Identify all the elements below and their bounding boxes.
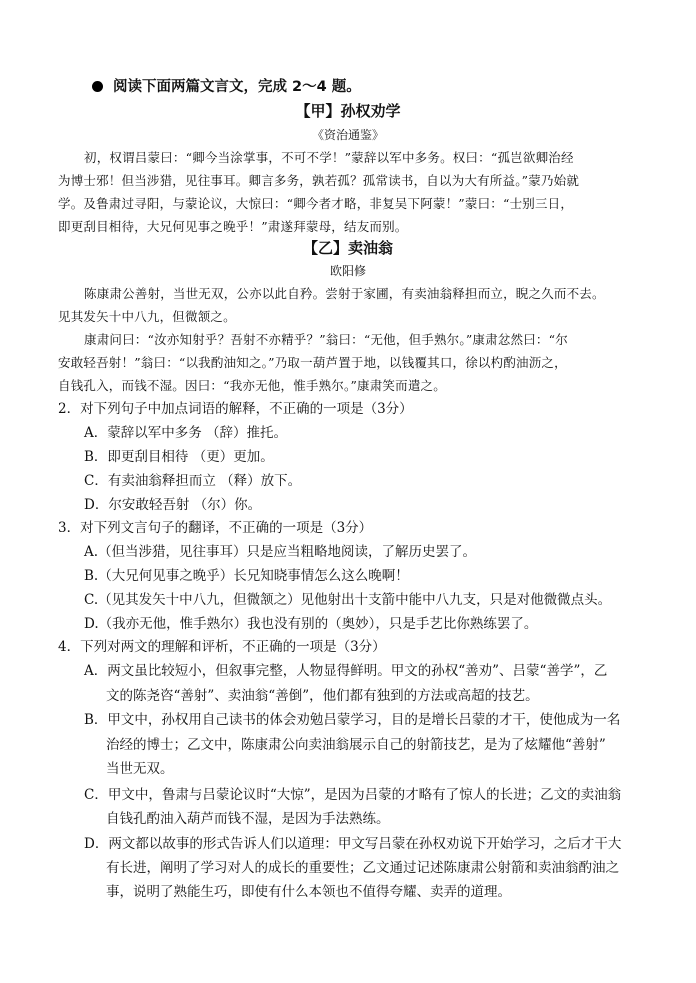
passage-b-line: 康肃问曰：“汝亦知射乎？吾射不亦精乎？”翁曰：“无他，但手熟尔。”康肃忿然曰：“尔 <box>84 332 568 347</box>
passage-a-title: 【甲】孙权劝学 <box>295 102 401 120</box>
question-4-option-b: 当世无双。 <box>106 761 174 777</box>
passage-b-title: 【乙】卖油翁 <box>302 239 393 257</box>
question-3-option-c: C.（见其发矢十中八九，但微颔之）见他射出十支箭中能中八九支，只是对他微微点头。 <box>84 592 612 608</box>
question-4-option-b: B．甲文中，孙权用自己读书的体会劝勉吕蒙学习，目的是增长吕蒙的才干，使他成为一名 <box>84 712 621 728</box>
question-4-option-b: 治经的博士；乙文中，陈康肃公向卖油翁展示自己的射箭技艺，是为了炫耀他“善射” <box>106 737 606 753</box>
instruction-line <box>92 77 361 97</box>
passage-a-line: 即更刮目相待，大兄何见事之晚乎！”肃遂拜蒙母，结友而别。 <box>58 219 408 234</box>
question-4-option-d: 有长进，阐明了学习对人的成长的重要性；乙文通过记述陈康肃公射箭和卖油翁酌油之 <box>106 860 619 876</box>
passage-b-line: 见其发矢十中八九，但微颔之。 <box>58 309 236 324</box>
question-3-option-d: D.（我亦无他，惟手熟尔）我也没有别的（奥妙），只是手艺比你熟练罢了。 <box>84 616 538 632</box>
passage-a-line: 初，权谓吕蒙曰：“卿今当涂掌事，不可不学！”蒙辞以军中多务。权曰：“孤岂欲卿治经 <box>84 150 574 165</box>
passage-a-line: 为博士邪！但当涉猎，见往事耳。卿言多务，孰若孤？孤常读书，自以为大有所益。”蒙乃始就 <box>58 173 580 188</box>
question-4-option-d: D．两文都以故事的形式告诉人们以道理：甲文写吕蒙在孙权劝说下开始学习，之后才干大 <box>84 836 622 852</box>
question-2-option-c: C．有卖油翁释担而立 （释）放下。 <box>84 473 302 489</box>
question-4-option-c: 自钱孔酌油入葫芦而钱不湿，是因为手法熟练。 <box>106 811 390 827</box>
question-3-stem: 3．对下列文言句子的翻译，不正确的一项是（3分） <box>58 520 373 536</box>
question-4-stem: 4．下列对两文的理解和评析，不正确的一项是（3分） <box>58 639 386 655</box>
question-3-option-a: A.（但当涉猎，见往事耳）只是应当粗略地阅读，了解历史罢了。 <box>84 544 477 560</box>
passage-a-source: 《资治通鉴》 <box>311 128 384 142</box>
question-4-option-a: 文的陈尧咨“善射”、卖油翁“善倒”，他们都有独到的方法或高超的技艺。 <box>106 688 539 704</box>
passage-b-author: 欧阳修 <box>329 264 366 278</box>
passage-b-line: 陈康肃公善射，当世无双，公亦以此自矜。尝射于家圃，有卖油翁释担而立，睨之久而不去。 <box>84 286 605 301</box>
passage-b-line: 自钱孔入，而钱不湿。因曰：“我亦无他，惟手熟尔。”康肃笑而遣之。 <box>58 378 446 393</box>
instruction-text: 阅读下面两篇文言文，完成 2～4 题。 <box>113 79 361 95</box>
question-2-option-d: D．尔安敢轻吾射 （尔）你。 <box>84 497 262 513</box>
question-4-option-d: 事，说明了熟能生巧，即使有什么本领也不值得夸耀、卖弄的道理。 <box>106 884 511 900</box>
question-4-option-a: A．两文虽比较短小，但叙事完整，人物显得鲜明。甲文的孙权“善劝”、吕蒙“善学”，乙 <box>84 663 608 679</box>
question-4-option-c: C．甲文中，鲁肃与吕蒙论议时“大惊”，是因为吕蒙的才略有了惊人的长进；乙文的卖油翁 <box>84 787 622 803</box>
question-2-option-a: A．蒙辞以军中多务 （辞）推托。 <box>84 425 288 441</box>
passage-b-line: 安敢轻吾射！”翁曰：“以我酌油知之。”乃取一葫芦置于地，以钱覆其口，徐以杓酌油沥之， <box>58 355 567 370</box>
question-2-option-b: B．即更刮目相待 （更）更加。 <box>84 449 274 465</box>
question-2-stem: 2．对下列句子中加点词语的解释，不正确的一项是（3分） <box>58 401 413 417</box>
question-3-option-b: B.（大兄何见事之晚乎）长兄知晓事情怎么这么晚啊！ <box>84 568 409 584</box>
passage-a-line: 学。及鲁肃过寻阳，与蒙论议，大惊曰：“卿今者才略，非复吴下阿蒙！”蒙曰：“士别三日， <box>58 196 574 211</box>
bullet-icon <box>92 81 103 92</box>
